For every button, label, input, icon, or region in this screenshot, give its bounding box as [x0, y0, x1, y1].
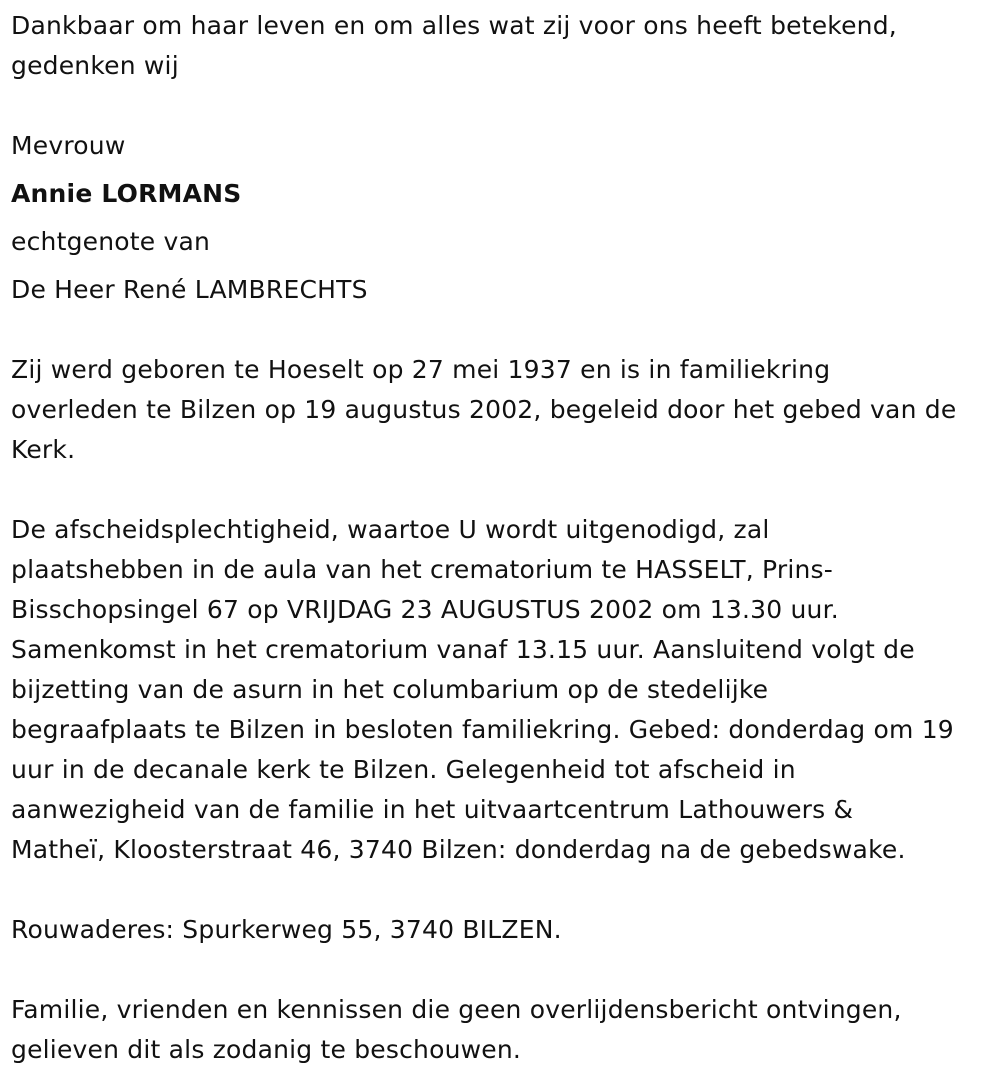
intro-line: gedenken wij — [11, 51, 179, 80]
ceremony-paragraph — [11, 510, 996, 870]
spouse-name: De Heer René LAMBRECHTS — [11, 275, 368, 304]
person-title: Mevrouw — [11, 131, 126, 160]
ceremony-line: bijzetting van de asurn in het columbarium op de stedelijke — [11, 675, 769, 704]
intro-paragraph — [11, 6, 996, 86]
ceremony-line: aanwezigheid van de familie in het uitvaartcentrum Lathouwers & — [11, 795, 854, 824]
birth-death-line: overleden te Bilzen op 19 augustus 2002, begeleid door het gebed van de — [11, 395, 957, 424]
birth-death-line: Zij werd geboren te Hoeselt op 27 mei 1937 en is in familiekring — [11, 355, 831, 384]
ceremony-line: Samenkomst in het crematorium vanaf 13.15 uur. Aansluitend volgt de — [11, 635, 915, 664]
closing-paragraph — [11, 990, 996, 1070]
ceremony-line: plaatshebben in de aula van het crematorium te HASSELT, Prins- — [11, 555, 833, 584]
ceremony-line: begraafplaats te Bilzen in besloten familiekring. Gebed: donderdag om 19 — [11, 715, 954, 744]
death-notice — [11, 6, 996, 1070]
person-block — [11, 126, 996, 310]
person-name: Annie LORMANS — [11, 179, 242, 208]
person-relation: echtgenote van — [11, 227, 211, 256]
intro-line: Dankbaar om haar leven en om alles wat zij voor ons heeft betekend, — [11, 11, 897, 40]
closing-line: gelieven dit als zodanig te beschouwen. — [11, 1035, 522, 1064]
ceremony-line: Matheï, Kloosterstraat 46, 3740 Bilzen: donderdag na de gebedswake. — [11, 835, 906, 864]
closing-line: Familie, vrienden en kennissen die geen overlijdensbericht ontvingen, — [11, 995, 902, 1024]
birth-death-line: Kerk. — [11, 435, 76, 464]
ceremony-line: uur in de decanale kerk te Bilzen. Gelegenheid tot afscheid in — [11, 755, 796, 784]
ceremony-line: Bisschopsingel 67 op VRIJDAG 23 AUGUSTUS 2002 om 13.30 uur. — [11, 595, 839, 624]
address-paragraph — [11, 910, 996, 950]
ceremony-line: De afscheidsplechtigheid, waartoe U wordt uitgenodigd, zal — [11, 515, 770, 544]
birth-death-paragraph — [11, 350, 996, 470]
mourning-address: Rouwaderes: Spurkerweg 55, 3740 BILZEN. — [11, 915, 562, 944]
